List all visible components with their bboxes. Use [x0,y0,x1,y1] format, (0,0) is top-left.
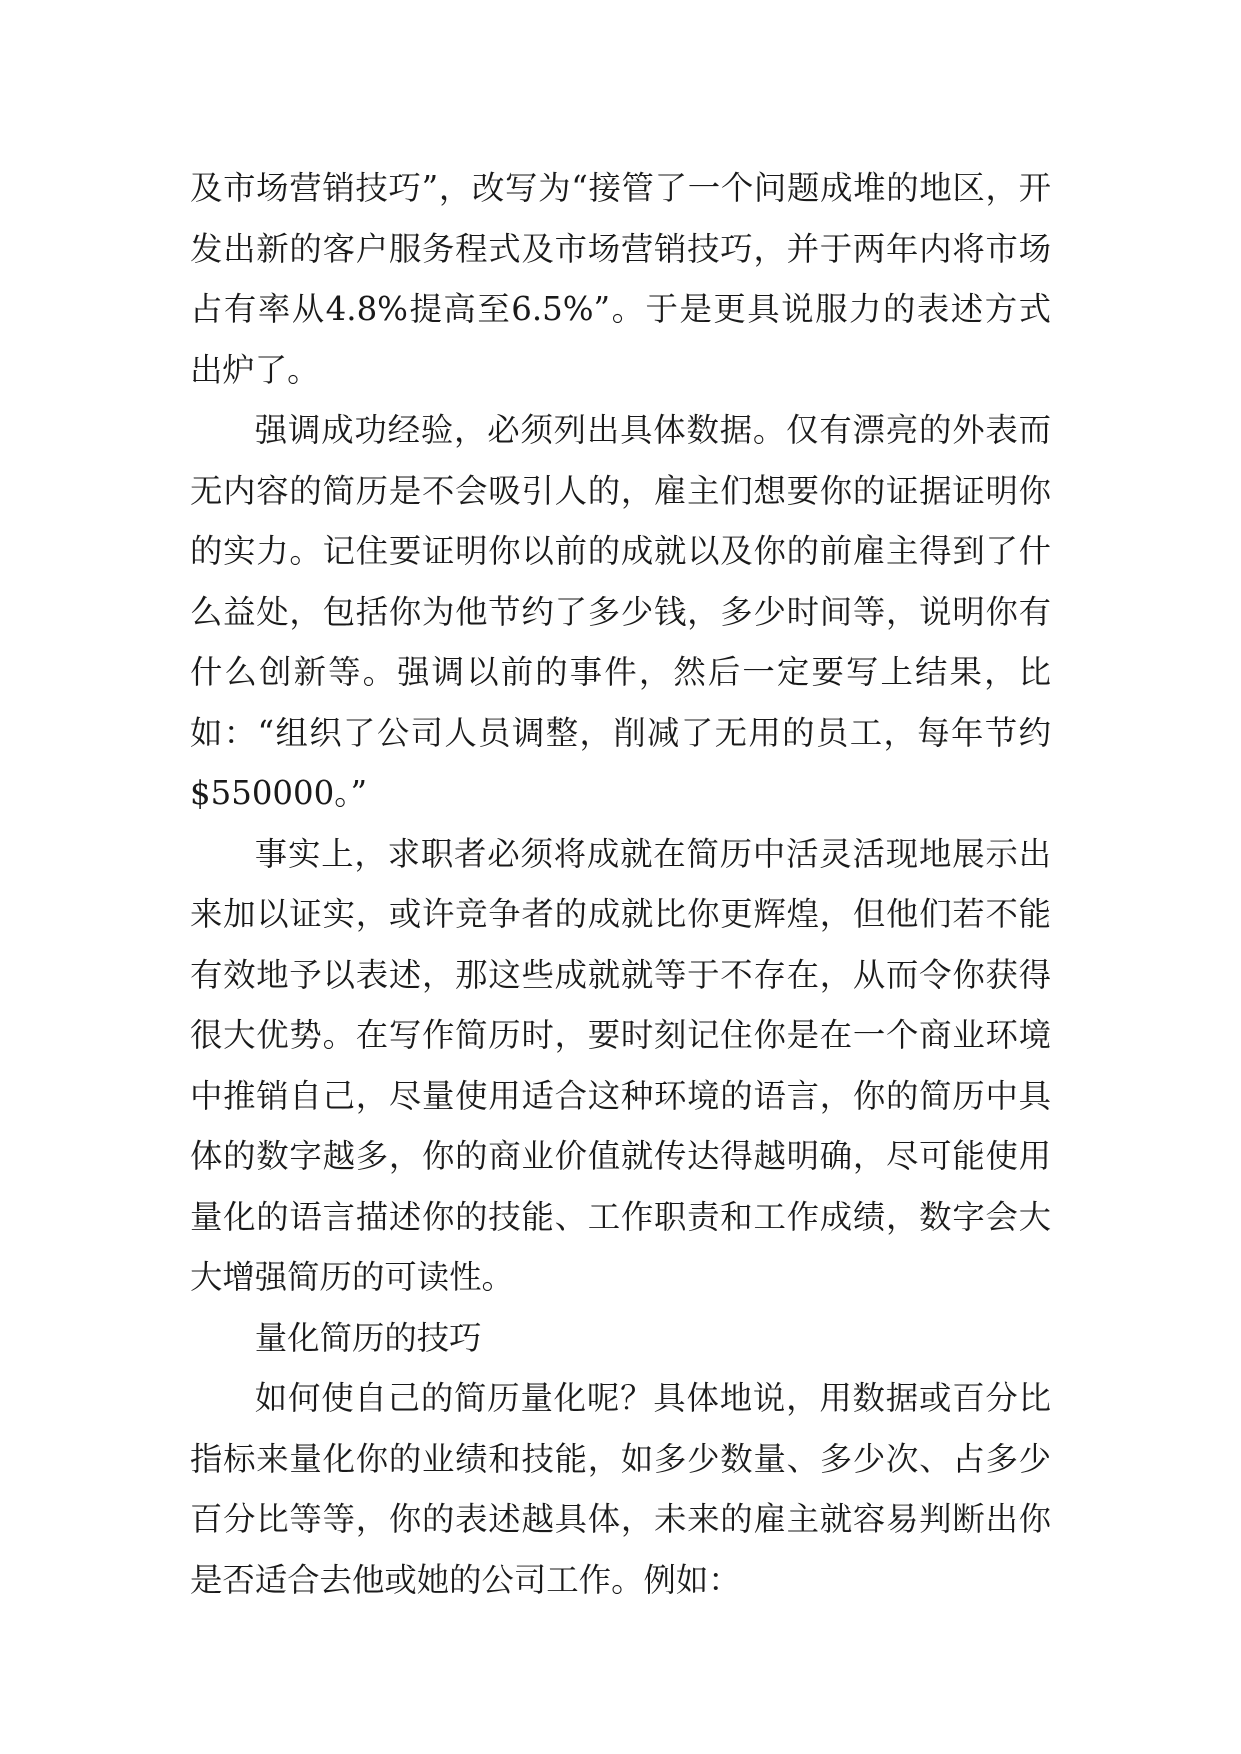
paragraph-continuation: 及市场营销技巧”，改写为“接管了一个问题成堆的地区，开发出新的客户服务程式及市场营销技巧，并于两年内将市场占有率从4.8%提高至6.5%”。于是更具说服力的表述方式出炉了。 [190,169,1051,389]
paragraph-success-data: 强调成功经验，必须列出具体数据。仅有漂亮的外表而无内容的简历是不会吸引人的，雇主们想要你的证据证明你的实力。记住要证明你以前的成就以及你的前雇主得到了什么益处，包括你为他节约了多少钱，多少时间等，说明你有什么创新等。强调以前的事件，然后一定要写上结果，比如：“组织了公司人员调整，削减了无用的员工，每年节约$550000。” [190,411,1051,812]
paragraph-achievements: 事实上，求职者必须将成就在简历中活灵活现地展示出来加以证实，或许竞争者的成就比你更辉煌，但他们若不能有效地予以表述，那这些成就就等于不存在，从而令你获得很大优势。在写作简历时，要时刻记住你是在一个商业环境中推销自己，尽量使用适合这种环境的语言，你的简历中具体的数字越多，你的商业价值就传达得越明确，尽可能使用量化的语言描述你的技能、工作职责和工作成绩，数字会大大增强简历的可读性。 [190,834,1051,1296]
body-text [190,158,1051,1610]
section-heading: 量化简历的技巧 [254,1318,482,1357]
paragraph-quantify: 如何使自己的简历量化呢？具体地说，用数据或百分比指标来量化你的业绩和技能，如多少数量、多少次、占多少百分比等等，你的表述越具体，未来的雇主就容易判断出你是否适合去他或她的公司工作。例如： [190,1379,1051,1599]
